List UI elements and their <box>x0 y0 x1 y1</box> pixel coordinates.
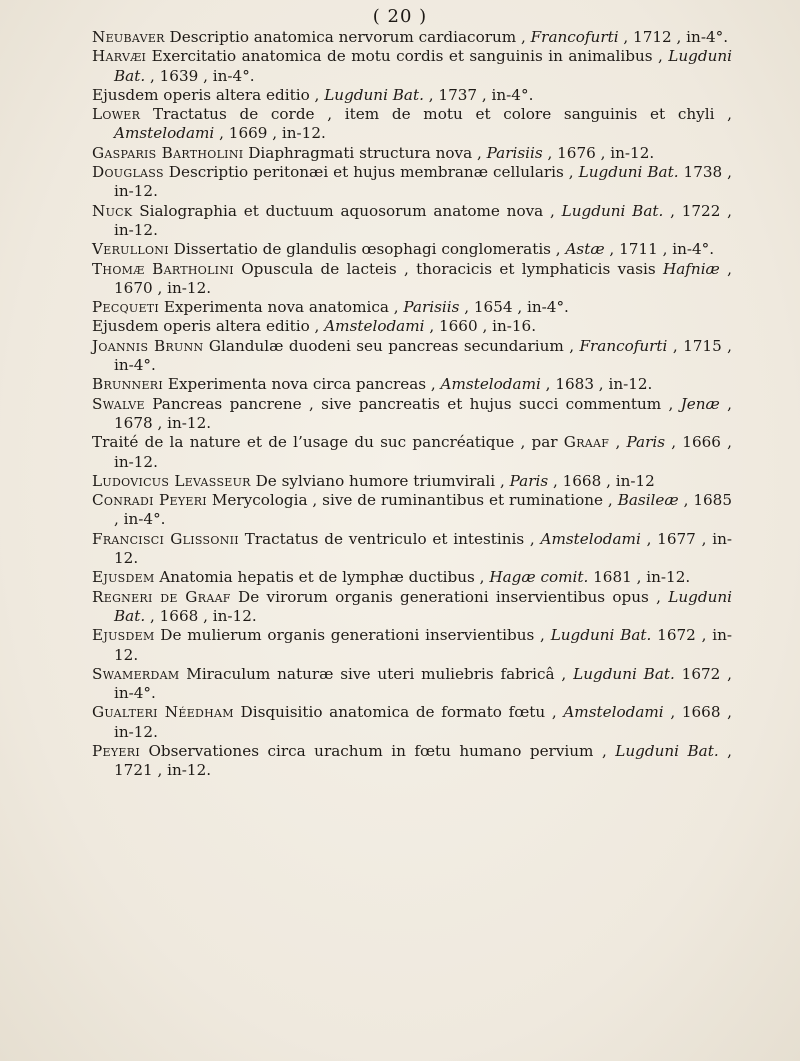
entry-title: Sialographia et ductuum aquosorum anatome nova , <box>132 201 562 220</box>
entry-place: Parisiis <box>486 143 543 162</box>
entry-author: Lower <box>92 105 141 124</box>
entry-place: Lugduni Bat. <box>114 587 732 625</box>
entry-place: Lugduni Bat. <box>550 626 652 645</box>
entry-title: , <box>609 433 627 452</box>
entry-title: Experimenta nova anatomica , <box>159 298 404 317</box>
bibliography-entry <box>92 105 732 144</box>
entry-place: Hafniæ <box>663 259 720 278</box>
entry-title: Traité de la nature et de l’usage du suc pancréatique , par <box>92 433 564 452</box>
entry-author: Conradi Peyeri <box>92 491 207 510</box>
entry-author: Joannis Brunn <box>92 336 204 355</box>
entry-title: Tractatus de ventriculo et intestinis , <box>238 529 541 548</box>
entry-place: Astæ <box>565 240 605 259</box>
entry-details: , 1715 , in-4°. <box>114 336 732 375</box>
entry-place: Lugduni Bat. <box>324 85 424 104</box>
entry-title: Experimenta nova circa pancreas , <box>163 375 441 394</box>
entry-details: , 1669 , in-12. <box>214 124 326 143</box>
entry-place: Lugduni Bat. <box>114 47 732 85</box>
entry-place: Lugduni Bat. <box>573 664 675 683</box>
entry-author: Harvæi <box>92 47 147 66</box>
bibliography-entry <box>92 202 732 241</box>
bibliography-entry <box>92 298 732 317</box>
entry-details: , 1685 , in-4°. <box>114 491 732 529</box>
entry-place: Hagæ comit. <box>489 568 589 587</box>
entry-place: Lugduni Bat. <box>561 201 664 220</box>
entry-author: Neubaver <box>92 28 165 46</box>
bibliography-entry <box>92 260 732 299</box>
bibliography-entry <box>92 472 732 491</box>
entry-title: Tractatus de corde , item de motu et colore sanguinis et chyli , <box>140 105 732 124</box>
entry-details: , 1668 , in-12. <box>145 606 257 625</box>
entry-title: Glandulæ duodeni seu pancreas secundarium , <box>203 336 580 355</box>
entry-author: Thomæ Bartholini <box>92 259 234 278</box>
entry-details: , 1712 , in-4°. <box>618 28 729 46</box>
entry-title: Anatomia hepatis et de lymphæ ductibus , <box>154 568 490 587</box>
bibliography-entry <box>92 163 732 202</box>
bibliography-entry <box>92 240 732 259</box>
entry-place: Paris <box>509 471 549 490</box>
entry-details: , 1654 , in-4°. <box>459 298 569 317</box>
entry-author: Brunneri <box>92 375 164 394</box>
entry-title: Opuscula de lacteis , thoracicis et lymphaticis vasis <box>233 259 663 278</box>
page-number: ( 20 ) <box>372 6 428 27</box>
entry-details: 1672 , in-12. <box>114 626 732 664</box>
entry-author: Ludovicus Levasseur <box>92 471 251 490</box>
bibliography-entry <box>92 395 732 434</box>
entry-details: , 1737 , in-4°. <box>423 85 534 104</box>
bibliography-entry <box>92 86 732 105</box>
entry-author: Swalve <box>92 394 145 413</box>
entry-details: , 1722 , in-12. <box>114 201 732 239</box>
entry-author: Nuck <box>92 201 133 220</box>
entry-place: Amstelodami <box>114 124 215 143</box>
entry-author: Peyeri <box>92 741 140 760</box>
entry-place: Francofurti <box>579 336 668 355</box>
bibliography-entry <box>92 742 732 781</box>
entry-title: Miraculum naturæ sive uteri muliebris fabricâ , <box>179 664 574 683</box>
entry-author: Ejusdem <box>92 568 155 587</box>
bibliography-entry <box>92 375 732 394</box>
entry-place: Basileæ <box>617 491 679 510</box>
entry-place: Francofurti <box>530 28 619 46</box>
entry-details: , 1711 , in-4°. <box>604 240 715 259</box>
bibliography-entry <box>92 530 732 569</box>
entry-author: Graaf <box>563 433 610 452</box>
entry-details: , 1676 , in-12. <box>542 143 655 162</box>
bibliography-entry <box>92 337 732 376</box>
entry-title: Disquisitio anatomica de formato fœtu , <box>233 703 564 722</box>
entry-title: De mulierum organis generationi inservientibus , <box>154 626 551 645</box>
entry-title: Descriptio peritonæi et hujus membranæ cellularis , <box>163 163 579 182</box>
entry-details: , 1677 , in-12. <box>114 529 732 568</box>
entry-place: Jenæ <box>680 394 720 413</box>
entry-details: , 1668 , in-12. <box>114 703 732 741</box>
entry-details: , 1670 , in-12. <box>114 259 732 297</box>
entry-author: Verulloni <box>92 240 169 259</box>
entry-title: Descriptio anatomica nervorum cardiacorum , <box>164 28 531 46</box>
entry-author: Francisci Glissonii <box>92 529 239 548</box>
entry-place: Amstelodami <box>563 703 664 722</box>
entry-title: Pancreas pancrene , sive pancreatis et hujus succi commentum , <box>144 394 681 413</box>
entry-details: 1738 , in-12. <box>114 163 733 201</box>
entry-details: , 1721 , in-12. <box>114 741 733 780</box>
entry-title: Diaphragmati structura nova , <box>243 143 487 162</box>
entry-details: , 1668 , in-12 <box>548 471 655 490</box>
entry-title: Exercitatio anatomica de motu cordis et sanguinis in animalibus , <box>146 47 669 66</box>
entry-details: 1672 , in-4°. <box>114 664 733 703</box>
entry-place: Lugduni Bat. <box>615 741 719 760</box>
entry-title: Observationes circa urachum in fœtu humano pervium , <box>139 741 616 760</box>
bibliography-entry <box>92 317 732 336</box>
entry-details: , 1660 , in-16. <box>424 317 537 336</box>
entry-author: Douglass <box>92 163 164 182</box>
bibliography-entry <box>92 665 732 704</box>
entry-author: Ejusdem <box>92 626 155 645</box>
entry-author: Pecqueti <box>92 298 160 317</box>
entry-author: Gasparis Bartholini <box>92 143 244 162</box>
bibliography-entry <box>92 144 732 163</box>
entry-place: Paris <box>626 433 666 452</box>
bibliography-entry <box>92 703 732 742</box>
entry-details: 1681 , in-12. <box>588 568 691 587</box>
entry-author: Gualteri Néedham <box>92 703 234 722</box>
entry-details: , 1639 , in-4°. <box>145 66 255 85</box>
bibliography-entry <box>92 28 732 47</box>
entry-details: , 1683 , in-12. <box>540 375 653 394</box>
entry-title: De virorum organis generationi inservientibus opus , <box>230 587 669 606</box>
bibliography-entry <box>92 568 732 587</box>
entry-title: Ejusdem operis altera editio , <box>92 317 325 336</box>
entry-author: Regneri de Graaf <box>92 587 231 606</box>
entry-details: , 1666 , in-12. <box>114 433 732 471</box>
entry-author: Swamerdam <box>92 664 180 683</box>
bibliography-entry <box>92 47 732 86</box>
bibliography-entry <box>92 433 732 472</box>
entry-title: De sylviano humore triumvirali , <box>250 471 510 490</box>
entry-details: , 1678 , in-12. <box>114 394 733 432</box>
entry-place: Amstelodami <box>540 529 641 548</box>
bibliography-entry <box>92 626 732 665</box>
entry-title: Dissertatio de glandulis œsophagi conglomeratis , <box>168 240 566 259</box>
entry-title: Merycologia , sive de ruminantibus et ruminatione , <box>206 491 618 510</box>
entry-place: Amstelodami <box>324 317 425 336</box>
entry-place: Amstelodami <box>440 375 541 394</box>
bibliography-entry <box>92 491 732 530</box>
bibliography-entry <box>92 588 732 627</box>
bibliography-list <box>92 28 732 781</box>
entry-place: Lugduni Bat. <box>578 163 679 182</box>
entry-place: Parisiis <box>403 298 460 317</box>
entry-title: Ejusdem operis altera editio , <box>92 85 325 104</box>
